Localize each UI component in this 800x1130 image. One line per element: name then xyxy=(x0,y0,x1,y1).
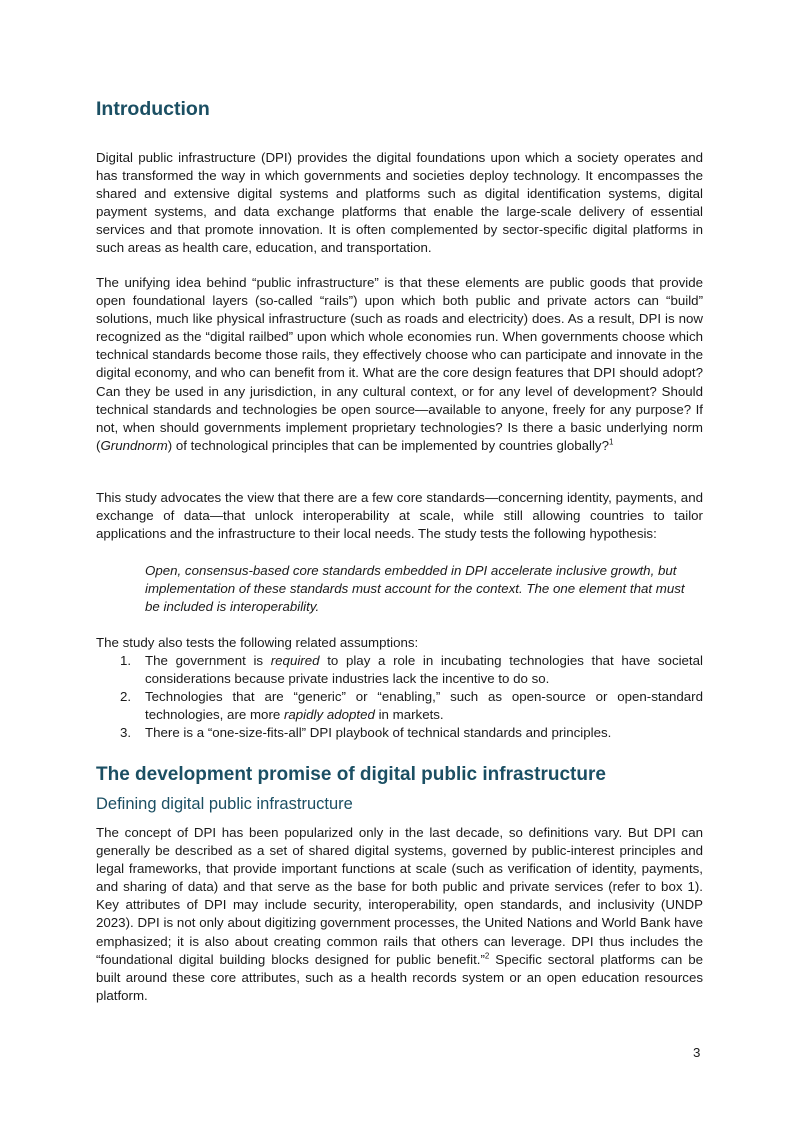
hypothesis-quote: Open, consensus-based core standards embedded in DPI accelerate inclusive growth, but implementation of these standards must account for the context. The one element that must be included is interoperability. xyxy=(145,563,685,615)
intro-paragraph-3: This study advocates the view that there are a few core standards—concerning identity, payments, and exchange of data—that unlock interoperability at scale, while still allowing countries to tailor applications and the infrastructure to their local needs. The study tests the following hypothesis: xyxy=(96,490,703,542)
list-text: Technologies that are “generic” or “enabling,” such as open-source or open-standard technologies, are more xyxy=(145,689,703,723)
paragraph-text: The concept of DPI has been popularized only in the last decade, so definitions vary. But DPI can generally be described as a set of shared digital systems, governed by public-interest principles and legal frameworks, that provide important functions at scale (such as verification of identity, payments, and sharing of data) and that serve as the base for both public and private services (refer to box 1). Key attributes of DPI may include security, interoperability, open standards, and inclusivity (UNDP 2023). DPI is not only about digitizing government processes, the United Nations and World Bank have emphasized; it is also about creating common rails that others can leverage. DPI thus includes the “foundational digital building blocks designed for public benefit.” xyxy=(96,825,703,967)
subsection-heading-defining-dpi: Defining digital public infrastructure xyxy=(96,795,353,813)
list-number: 3. xyxy=(120,725,132,741)
emphasis-text: required xyxy=(270,653,320,668)
section-heading-introduction: Introduction xyxy=(96,98,210,120)
section-heading-development-promise: The development promise of digital public infrastructure xyxy=(96,764,606,785)
paragraph-text: The unifying idea behind “public infrastructure” is that these elements are public goods that provide open foundational layers (so-called “rails”) upon which both public and private actors can “build” solutions, much like physical infrastructure (such as roads and electricity) does. As a result, DPI is now recognized as the “digital railbed” upon which whole economies run. When governments choose which technical standards become those rails, they effectively choose who can participate and innovate in the digital economy, and who can benefit from it. What are the core design features that DPI should adopt? Can they be used in any jurisdiction, in any cultural context, or for any level of development? Should technical standards and technologies be open source—available to anyone, freely for any purpose? If not, when should governments implement proprietary technologies? Is there a basic underlying norm ( xyxy=(96,275,703,453)
intro-paragraph-2 xyxy=(96,274,703,455)
development-paragraph-1 xyxy=(96,824,703,1005)
footnote-ref-2[interactable]: 2 xyxy=(484,951,490,961)
paragraph-text: ) of technological principles that can be implemented by countries globally? xyxy=(167,437,609,453)
list-number: 1. xyxy=(120,653,132,668)
intro-paragraph-4: The study also tests the following related assumptions: xyxy=(96,635,419,650)
list-text: The government is xyxy=(145,653,271,668)
list-item xyxy=(96,652,703,688)
list-text: to play a role in incubating technologies that have societal considerations because private industries lack the incentive to do so. xyxy=(145,653,703,687)
paragraph-text: Specific sectoral platforms can be built around these core attributes, such as a health records system or an open education resources platform. xyxy=(96,951,704,1003)
footnote-ref-1[interactable]: 1 xyxy=(608,437,614,447)
list-item xyxy=(96,688,703,724)
list-text: in markets. xyxy=(374,707,444,723)
assumptions-list xyxy=(96,652,703,742)
list-text: There is a “one-size-fits-all” DPI playbook of technical standards and principles. xyxy=(145,725,612,741)
list-number: 2. xyxy=(120,689,132,705)
intro-paragraph-1: Digital public infrastructure (DPI) provides the digital foundations upon which a society operates and has transformed the way in which governments and societies deploy technology. It encompasses the shared and extensive digital systems and platforms such as digital identification systems, digital payment systems, and data exchange platforms that enable the large-scale delivery of essential services and that promote innovation. It is often complemented by sector-specific digital platforms in such areas as health care, education, and transportation. xyxy=(96,150,703,256)
page-number: 3 xyxy=(693,1045,701,1060)
list-item xyxy=(96,724,703,742)
emphasis-text: Grundnorm xyxy=(100,437,168,453)
emphasis-text: rapidly adopted xyxy=(283,707,375,723)
